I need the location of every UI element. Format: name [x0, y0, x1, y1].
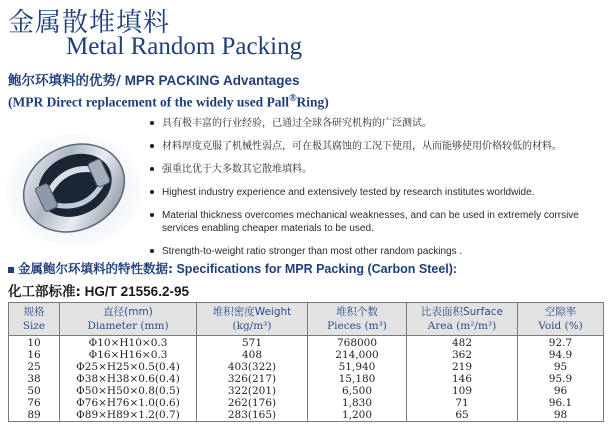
specifications-heading-cn: 金属鲍尔环填料的特性数据: [18, 261, 173, 276]
cell-pieces: 768000 [308, 336, 407, 350]
bullet-icon [150, 121, 154, 125]
specifications-table [8, 302, 604, 422]
cell-pieces: 1,830 [308, 397, 407, 409]
cell-weight: 571 [197, 336, 308, 350]
list-item [148, 209, 603, 235]
cell-pieces: 6,500 [308, 385, 407, 397]
cell-size: 50 [9, 385, 60, 397]
list-item [148, 140, 603, 153]
cell-size: 38 [9, 373, 60, 385]
cell-diameter: Φ76×H76×1.0(0.6) [60, 397, 197, 409]
table-header-row [9, 303, 604, 336]
square-bullet-icon [8, 267, 14, 273]
table-row [9, 385, 604, 397]
cell-size: 76 [9, 397, 60, 409]
cell-pieces: 214,000 [308, 349, 407, 361]
cell-void: 95.9 [518, 373, 604, 385]
bullet-text: 强重比优于大多数其它散堆填料。 [162, 164, 312, 175]
table-row [9, 397, 604, 409]
registered-mark: ® [289, 93, 297, 104]
header-cn: 堆积个数 [336, 306, 378, 318]
cell-diameter: Φ10×H10×0.3 [60, 336, 197, 350]
cell-diameter: Φ50×H50×0.8(0.5) [60, 385, 197, 397]
cell-surface-area: 482 [407, 336, 518, 350]
cell-surface-area: 65 [407, 409, 518, 422]
cell-void: 96 [518, 385, 604, 397]
cell-weight: 403(322) [197, 361, 308, 373]
bullet-text: Material thickness overcomes mechanical weaknesses, and can be used in extremely corrsive services enabling cheaper materials to be used. [162, 210, 579, 234]
cell-pieces: 15,180 [308, 373, 407, 385]
header-cn: 直径(mm) [103, 306, 153, 318]
cell-size: 25 [9, 361, 60, 373]
cell-diameter: Φ16×H16×0.3 [60, 349, 197, 361]
mpr-line-post: Ring) [296, 94, 329, 110]
cell-pieces: 1,200 [308, 409, 407, 422]
cell-diameter: Φ38×H38×0.6(0.4) [60, 373, 197, 385]
mpr-line-pre: (MPR Direct replacement of the widely used Pall [8, 94, 290, 110]
page-title-en: Metal Random Packing [66, 33, 303, 60]
table-row [9, 361, 604, 373]
bullet-text: 材料厚度克服了机械性弱点，可在极其腐蚀的工况下使用，从而能够使用价格较低的材料。 [162, 141, 562, 152]
header-en: Area (m²/m³) [427, 320, 497, 332]
header-cn: 空隙率 [544, 306, 577, 318]
bullet-icon [150, 167, 154, 171]
cell-surface-area: 109 [407, 385, 518, 397]
advantages-heading-cn: 鲍尔环填料的优势/ [8, 73, 121, 89]
list-item [148, 163, 603, 176]
cell-surface-area: 146 [407, 373, 518, 385]
specifications-heading [8, 259, 457, 277]
table-row [9, 336, 604, 350]
column-header-void [518, 303, 604, 336]
table-row [9, 349, 604, 361]
standard-label: 化工部标准: [8, 284, 81, 300]
advantages-heading-en: MPR PACKING Advantages [120, 73, 300, 88]
standard-line [8, 280, 189, 300]
header-en: Void (%) [538, 320, 583, 332]
cell-size: 16 [9, 349, 60, 361]
table-body [9, 336, 604, 422]
cell-size: 10 [9, 336, 60, 350]
table-row [9, 373, 604, 385]
cell-surface-area: 362 [407, 349, 518, 361]
header-cn: 堆积密度Weight [212, 306, 292, 318]
bullet-text: 具有极丰富的行业经验，已通过全球各研究机构的广泛测试。 [162, 118, 432, 129]
bullet-text: Highest industry experience and extensively tested by research institutes worldwide. [162, 187, 535, 198]
column-header-pieces [308, 303, 407, 336]
advantages-heading [8, 69, 299, 89]
cell-size: 89 [9, 409, 60, 422]
bullet-icon [150, 190, 154, 194]
column-header-size [9, 303, 60, 336]
header-en: Size [22, 320, 46, 332]
specifications-heading-en: Specifications for MPR Packing (Carbon Steel): [173, 262, 458, 276]
page-title-cn: 金属散堆填料 [8, 8, 171, 38]
header-en: Pieces (m³) [327, 320, 387, 332]
table-row [9, 409, 604, 422]
cell-surface-area: 219 [407, 361, 518, 373]
cell-void: 94.9 [518, 349, 604, 361]
header-en: (kg/m³) [232, 320, 272, 332]
cell-void: 92.7 [518, 336, 604, 350]
header-cn: 比表面积Surface [420, 306, 503, 318]
list-item [148, 245, 603, 258]
cell-void: 96.1 [518, 397, 604, 409]
cell-weight: 262(176) [197, 397, 308, 409]
standard-value: HG/T 21556.2-95 [80, 284, 189, 299]
cell-weight: 283(165) [197, 409, 308, 422]
cell-surface-area: 71 [407, 397, 518, 409]
cell-void: 95 [518, 361, 604, 373]
column-header-diameter [60, 303, 197, 336]
column-header-weight [197, 303, 308, 336]
header-cn: 规格 [23, 306, 45, 318]
mpr-replacement-line [8, 93, 329, 111]
list-item [148, 117, 603, 130]
cell-void: 98 [518, 409, 604, 422]
header-en: Diameter (mm) [87, 320, 169, 332]
cell-weight: 322(201) [197, 385, 308, 397]
bullet-text: Strength-to-weight ratio stronger than most other random packings . [162, 246, 463, 257]
cell-weight: 408 [197, 349, 308, 361]
list-item [148, 186, 603, 199]
bullet-icon [150, 213, 154, 217]
bullet-icon [150, 249, 154, 253]
cell-weight: 326(217) [197, 373, 308, 385]
cell-diameter: Φ89×H89×1.2(0.7) [60, 409, 197, 422]
pall-ring-image [4, 128, 144, 248]
cell-diameter: Φ25×H25×0.5(0.4) [60, 361, 197, 373]
cell-pieces: 51,940 [308, 361, 407, 373]
column-header-surface-area [407, 303, 518, 336]
bullet-icon [150, 144, 154, 148]
advantages-list [148, 117, 603, 268]
